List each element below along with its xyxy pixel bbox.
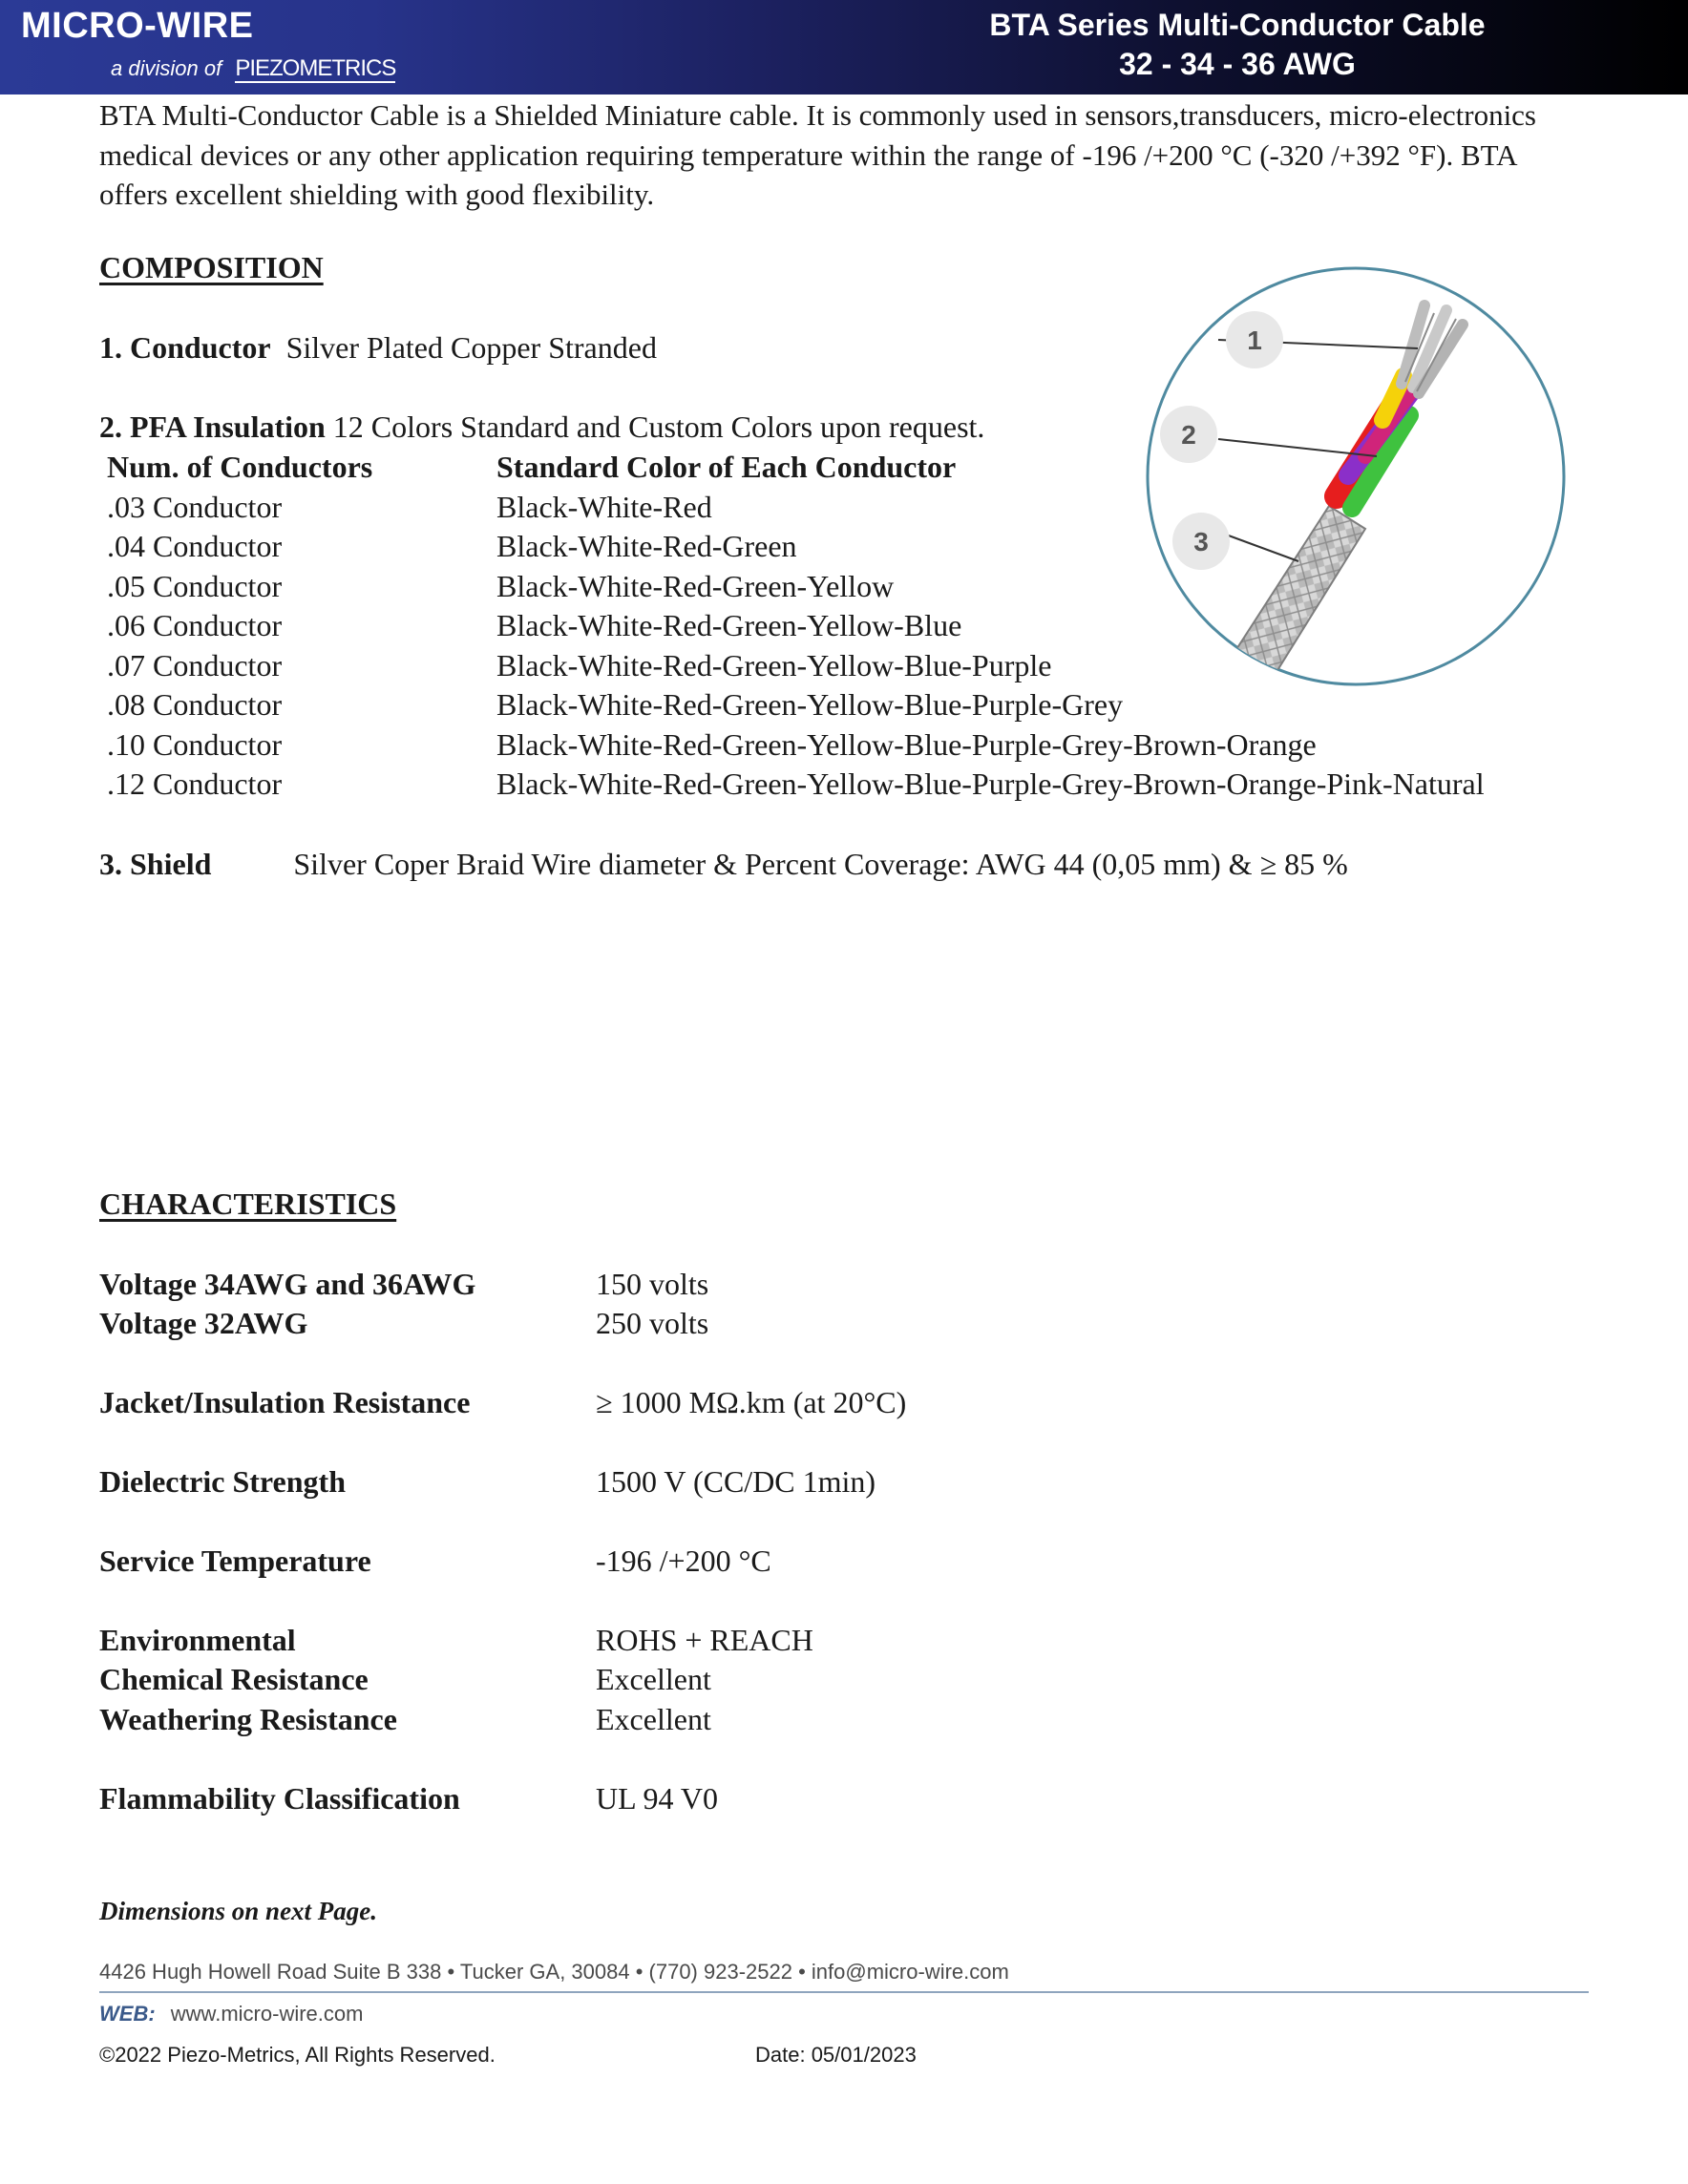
division-prefix: a division of [111, 56, 222, 80]
insulation-line [99, 410, 984, 445]
characteristic-value: 150 volts [596, 1267, 709, 1301]
conductor-colors: Black-White-Red-Green-Yellow [496, 569, 895, 603]
characteristic-value: Excellent [596, 1662, 711, 1696]
conductor-colors: Black-White-Red-Green-Yellow-Blue-Purple [496, 648, 1052, 682]
conductor-colors: Black-White-Red [496, 490, 712, 524]
characteristic-key: Dielectric Strength [99, 1464, 346, 1499]
characteristic-value: ≥ 1000 MΩ.km (at 20°C) [596, 1385, 907, 1419]
characteristics-heading: CHARACTERISTICS [99, 1186, 397, 1221]
characteristic-key: Voltage 32AWG [99, 1306, 308, 1340]
conductor-count: .08 Conductor [107, 687, 283, 722]
conductor-label: 1. Conductor [99, 330, 271, 365]
characteristic-key: Chemical Resistance [99, 1662, 369, 1696]
division-line [111, 55, 395, 82]
footer-address: 4426 Hugh Howell Road Suite B 338 • Tucker GA, 30084 • (770) 923-2522 • info@micro-wire.com [99, 1960, 1009, 1984]
conductor-value: Silver Plated Copper Stranded [285, 330, 657, 365]
characteristic-value: UL 94 V0 [596, 1781, 718, 1816]
title-line-1: BTA Series Multi-Conductor Cable [989, 8, 1486, 42]
cable-illustration [1127, 258, 1585, 697]
callout-3 [1172, 513, 1230, 570]
copyright: ©2022 Piezo-Metrics, All Rights Reserved. [99, 2043, 496, 2067]
intro-paragraph: BTA Multi-Conductor Cable is a Shielded Miniature cable. It is commonly used in sensors,transducers, micro-electronics medical devices or any other application requiring temperature within the range of -196 /+200 °C (-320 /+392 °F). BTA offers excellent shielding with good flexibility. [99, 98, 1536, 211]
callout-3-label: 3 [1193, 527, 1209, 556]
conductor-colors: Black-White-Red-Green [496, 529, 797, 563]
conductor-count: .04 Conductor [107, 529, 283, 563]
callout-2 [1160, 406, 1217, 463]
conductor-colors: Black-White-Red-Green-Yellow-Blue [496, 608, 962, 642]
shield-line [99, 847, 1348, 882]
insulation-value: 12 Colors Standard and Custom Colors upon request. [332, 410, 985, 444]
title-line-2: 32 - 34 - 36 AWG [1119, 47, 1356, 81]
conductor-count: .07 Conductor [107, 648, 283, 682]
brand-name: MICRO-WIRE [21, 6, 254, 46]
dimensions-note: Dimensions on next Page. [99, 1897, 378, 1925]
conductor-count: .10 Conductor [107, 727, 283, 762]
conductor-count: .05 Conductor [107, 569, 283, 603]
page-header [0, 0, 1688, 94]
characteristic-value: -196 /+200 °C [596, 1544, 771, 1578]
shield-label: 3. Shield [99, 847, 212, 881]
callout-1 [1226, 311, 1283, 368]
characteristic-value: Excellent [596, 1702, 711, 1736]
callout-1-label: 1 [1247, 326, 1262, 355]
conductor-count: .06 Conductor [107, 608, 283, 642]
footer-divider [99, 1991, 1589, 1993]
characteristic-key: Voltage 34AWG and 36AWG [99, 1267, 476, 1301]
composition-heading: COMPOSITION [99, 250, 324, 284]
parent-company-logo: PIEZOMETRICS [235, 55, 396, 81]
characteristic-key: Weathering Resistance [99, 1702, 397, 1736]
callout-2-label: 2 [1181, 420, 1196, 450]
web-link[interactable]: www.micro-wire.com [170, 2002, 364, 2026]
document-title [903, 6, 1572, 84]
conductor-count: .03 Conductor [107, 490, 283, 524]
characteristic-value: ROHS + REACH [596, 1623, 813, 1657]
characteristic-key: Service Temperature [99, 1544, 371, 1578]
web-label: WEB: [99, 2002, 156, 2026]
characteristic-key: Jacket/Insulation Resistance [99, 1385, 471, 1419]
table-header-conductors: Num. of Conductors [107, 450, 373, 484]
characteristic-key: Flammability Classification [99, 1781, 460, 1816]
footer-web [99, 2002, 363, 2026]
conductor-line [99, 330, 657, 366]
conductor-colors: Black-White-Red-Green-Yellow-Blue-Purple-Grey-Brown-Orange [496, 727, 1317, 762]
characteristic-key: Environmental [99, 1623, 296, 1657]
document-date: Date: 05/01/2023 [755, 2043, 917, 2067]
characteristic-value: 250 volts [596, 1306, 709, 1340]
conductor-colors: Black-White-Red-Green-Yellow-Blue-Purple-Grey [496, 687, 1124, 722]
table-header-colors: Standard Color of Each Conductor [496, 450, 957, 484]
insulation-label: 2. PFA Insulation [99, 410, 326, 444]
conductor-count: .12 Conductor [107, 766, 283, 801]
characteristic-value: 1500 V (CC/DC 1min) [596, 1464, 876, 1499]
shield-value: Silver Coper Braid Wire diameter & Percent Coverage: AWG 44 (0,05 mm) & ≥ 85 % [293, 847, 1348, 881]
conductor-colors: Black-White-Red-Green-Yellow-Blue-Purple-Grey-Brown-Orange-Pink-Natural [496, 766, 1485, 801]
